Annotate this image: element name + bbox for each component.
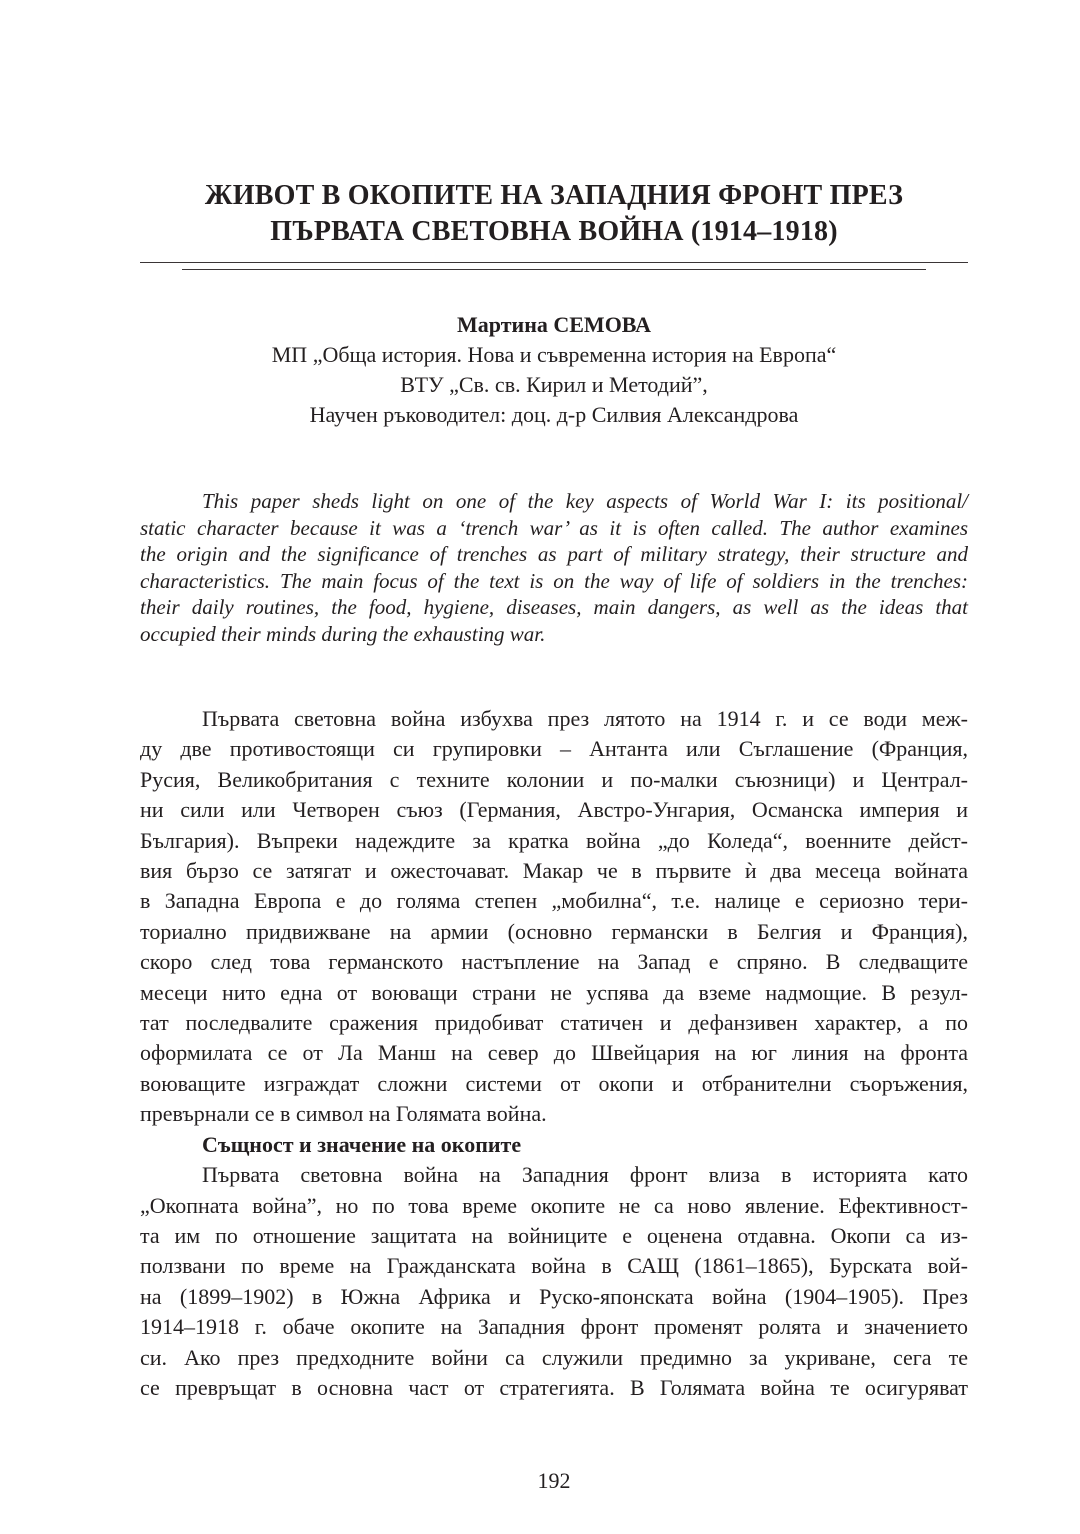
- body-line: Русия, Великобритания с техните колонии и по-малки съюзници) и Централ-: [140, 766, 968, 792]
- body-line: си. Ако през предходните войни са служили предимно за укриване, сега те: [140, 1344, 968, 1370]
- section-heading: Същност и значение на окопите: [202, 1131, 522, 1157]
- body-line: тат последвалите сражения придобиват статичен и дефанзивен характер, а по: [140, 1010, 968, 1036]
- abstract-line: characteristics. The main focus of the text is on the way of life of soldiers in the trenches:: [140, 568, 968, 593]
- body-line: оформилата се от Ла Манш на север до Швейцария на юг линия на фронта: [140, 1040, 968, 1066]
- abstract: [140, 488, 968, 647]
- body-line: на (1899–1902) в Южна Африка и Руско-японската война (1904–1905). През: [140, 1283, 968, 1309]
- author-program: МП „Обща история. Нова и съвременна история на Европа“: [271, 342, 837, 367]
- abstract-line: occupied their minds during the exhausting war.: [140, 621, 546, 646]
- paragraph-1: [140, 704, 968, 1130]
- title-rule-top: [140, 262, 968, 263]
- body-line: България). Въпреки надеждите за кратка война „до Коледа“, военните дейст-: [140, 827, 968, 853]
- body-line: „Окопната война”, но по това време окопите не са ново явление. Ефективност-: [140, 1192, 968, 1218]
- body-line: превърнали се в символ на Голямата война.: [140, 1101, 547, 1127]
- author-university: ВТУ „Св. св. Кирил и Методий”,: [400, 372, 708, 397]
- title-line-2: ПЪРВАТА СВЕТОВНА ВОЙНА (1914–1918): [270, 216, 838, 247]
- title-rule-bottom: [182, 269, 926, 270]
- body-line: Първата световна война избухва през лятото на 1914 г. и се води меж-: [202, 706, 968, 731]
- body-line: Първата световна война на Западния фронт влиза в историята като: [202, 1162, 968, 1188]
- body-line: ду две противостоящи си групировки – Антанта или Съглашение (Франция,: [140, 736, 968, 762]
- body-line: 1914–1918 г. обаче окопите на Западния фронт променят ролята и значението: [140, 1314, 968, 1340]
- abstract-line: static character because it was a ‘trench war’ as it is often called. The author examines: [140, 515, 968, 540]
- paper-title: [140, 178, 968, 250]
- body-line: та им по отношение защитата на войниците е оценена отдавна. Окопи са из-: [140, 1222, 968, 1248]
- abstract-line: This paper sheds light on one of the key aspects of World War I: its positional/: [202, 489, 968, 513]
- body-line: ползвани по време на Гражданската война в САЩ (1861–1865), Бурската вой-: [140, 1253, 968, 1279]
- abstract-line: the origin and the significance of trenches as part of military strategy, their structure and: [140, 542, 968, 566]
- page-number: 192: [537, 1468, 571, 1493]
- title-line-1: ЖИВОТ В ОКОПИТЕ НА ЗАПАДНИЯ ФРОНТ ПРЕЗ: [204, 180, 904, 211]
- body-line: ни сили или Четворен съюз (Германия, Австро-Унгария, Османска империя и: [140, 797, 968, 823]
- paragraph-2: [140, 1160, 968, 1403]
- body-text: [140, 704, 968, 1403]
- author-name: Мартина СЕМОВА: [457, 312, 651, 337]
- abstract-line: their daily routines, the food, hygiene, diseases, main dangers, as well as the ideas that: [140, 595, 968, 619]
- body-line: воюващите изграждат сложни системи от окопи и отбранителни съоръжения,: [140, 1070, 968, 1096]
- body-line: ториално придвижване на армии (основно германски в Белгия и Франция),: [140, 918, 968, 944]
- body-line: скоро след това германското настъпление на Запад е спряно. В следващите: [140, 949, 968, 975]
- author-supervisor: Научен ръководител: доц. д-р Силвия Александрова: [309, 402, 799, 427]
- body-line: в Западна Европа е до голяма степен „мобилна“, т.е. налице е сериозно тери-: [140, 888, 968, 914]
- body-line: вия бързо се затягат и ожесточават. Макар че в първите ѝ два месеца войната: [140, 858, 968, 884]
- body-line: месеци нито една от воюващи страни не успява да вземе надмощие. В резул-: [140, 979, 968, 1005]
- body-line: се превръщат в основна част от стратегията. В Голямата война те осигуряват: [140, 1374, 968, 1400]
- author-block: [140, 310, 968, 430]
